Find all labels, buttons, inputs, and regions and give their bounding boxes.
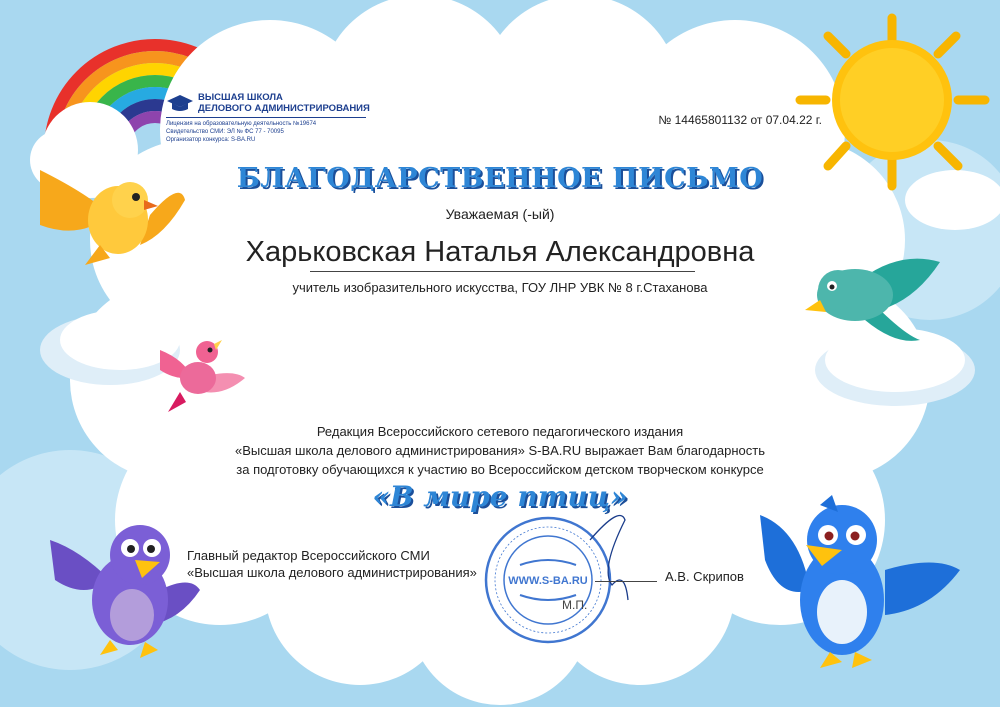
logo-smi: Свидетельство СМИ: ЭЛ № ФС 77 - 70095 bbox=[166, 129, 284, 135]
editor-line-2: «Высшая школа делового администрирования» bbox=[187, 565, 477, 580]
stamp-place-label: М.П. bbox=[562, 598, 588, 612]
name-underline bbox=[310, 271, 695, 272]
logo-license: Лицензия на образовательную деятельность №19674 bbox=[166, 121, 317, 127]
contest-title: «В мире птиц» bbox=[372, 480, 628, 513]
body-line-1: Редакция Всероссийского сетевого педагогического издания bbox=[316, 424, 684, 439]
editor-line-1: Главный редактор Всероссийского СМИ bbox=[187, 548, 430, 563]
signature-line bbox=[595, 581, 657, 582]
document-heading: БЛАГОДАРСТВЕННОЕ ПИСЬМО bbox=[236, 163, 764, 194]
publisher-logo bbox=[166, 92, 396, 144]
editor-block bbox=[187, 547, 477, 581]
stamp-center-text: WWW.S-BA.RU bbox=[508, 575, 588, 587]
logo-organizer: Организатор конкурса: S-BA.RU bbox=[166, 137, 256, 143]
stamp-illustration bbox=[486, 518, 610, 642]
greeting: Уважаемая (-ый) bbox=[445, 206, 555, 222]
document-number: № 14465801132 от 07.04.22 г. bbox=[658, 113, 822, 127]
logo-title-line1: ВЫСШАЯ ШКОЛА bbox=[198, 92, 283, 103]
body-line-3: за подготовку обучающихся к участию во Всероссийском детском творческом конкурсе bbox=[236, 462, 764, 477]
body-line-2: «Высшая школа делового администрирования» S-BA.RU выражает Вам благодарность bbox=[234, 443, 766, 458]
logo-title-line2: ДЕЛОВОГО АДМИНИСТРИРОВАНИЯ bbox=[198, 103, 370, 114]
graduation-cap-icon bbox=[166, 93, 194, 113]
signer-name: А.В. Скрипов bbox=[665, 569, 744, 584]
body-text bbox=[0, 422, 1000, 479]
recipient-position: учитель изобразительного искусства, ГОУ ЛНР УВК № 8 г.Стаханова bbox=[292, 280, 708, 295]
logo-divider bbox=[166, 117, 366, 118]
recipient-name: Харьковская Наталья Александровна bbox=[245, 236, 755, 268]
